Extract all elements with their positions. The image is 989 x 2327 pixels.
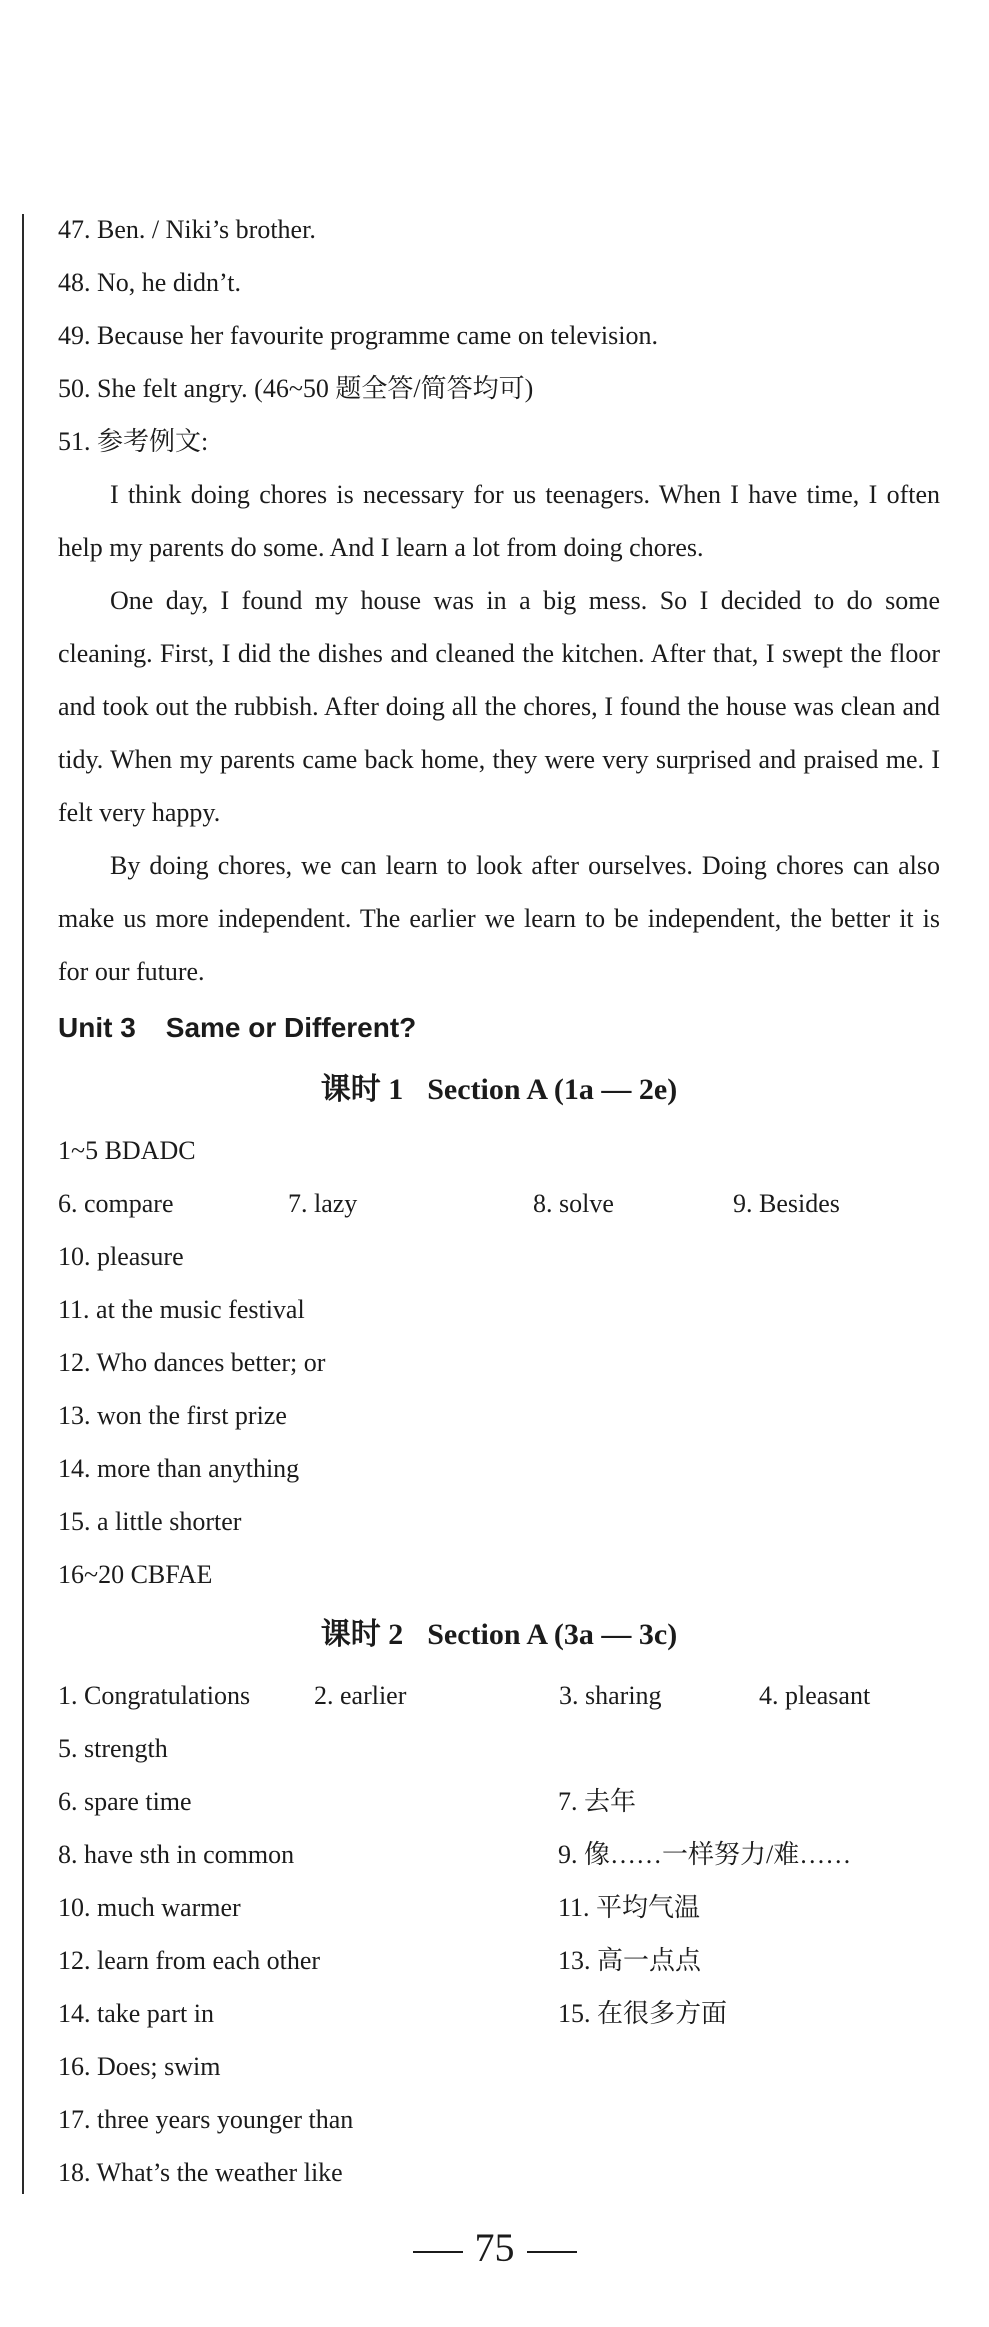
lesson-2-pair-row [58, 1934, 940, 1987]
answer-item: 15. a little shorter [58, 1507, 242, 1536]
lesson-2-pair-row [58, 1881, 940, 1934]
answer-item: 11. at the music festival [58, 1295, 305, 1324]
lesson-2-heading [58, 1601, 940, 1669]
answer-content [58, 203, 940, 2199]
answer-item: 8. have sth in common [58, 1840, 295, 1869]
answer-47: 47. Ben. / Niki’s brother. [58, 215, 316, 244]
answer-item: 1. Congratulations [58, 1681, 251, 1710]
answer-item: 17. three years younger than [58, 2105, 354, 2134]
lesson-1-label: 课时 1 [320, 1073, 404, 1106]
answer-item: 4. pleasant [759, 1681, 871, 1710]
page-number-dash [413, 2251, 463, 2253]
page-number [0, 2218, 989, 2278]
answer-48: 48. No, he didn’t. [58, 268, 241, 297]
unit-title-text: Same or Different? [165, 1012, 417, 1043]
lesson-2-pair-row [58, 1775, 940, 1828]
answer-item: 3. sharing [559, 1681, 662, 1710]
lesson-2-pair-row [58, 1987, 940, 2040]
lesson-1-row-6-9 [58, 1177, 940, 1230]
lesson-1-answer-1-5: 1~5 BDADC [58, 1136, 196, 1165]
answer-item: 12. learn from each other [58, 1946, 321, 1975]
answer-item: 5. strength [58, 1734, 168, 1763]
answer-50: 50. She felt angry. (46~50 题全答/简答均可) [58, 374, 534, 403]
unit-heading [58, 1000, 940, 1056]
lesson-1-heading [58, 1056, 940, 1124]
answer-item: 12. Who dances better; or [58, 1348, 326, 1377]
lesson-1-section: Section A (1a — 2e) [427, 1073, 678, 1106]
lesson-2-row-1-4 [58, 1669, 940, 1722]
answer-item: 6. spare time [58, 1787, 192, 1816]
answer-item: 6. compare [58, 1189, 174, 1218]
answer-item: 9. 像……一样努力/难…… [558, 1840, 852, 1869]
answer-item: 10. much warmer [58, 1893, 241, 1922]
answer-item: 2. earlier [314, 1681, 407, 1710]
answer-item: 16. Does; swim [58, 2052, 221, 2081]
page-number-text: 75 [474, 2225, 515, 2270]
answer-item: 9. Besides [733, 1189, 840, 1218]
essay-paragraph-3: By doing chores, we can learn to look after ourselves. Doing chores can also make us more independent. The earlier we learn to be independent, the better it is for our future. [58, 851, 940, 986]
answer-item: 15. 在很多方面 [558, 1999, 728, 2028]
answer-item: 14. take part in [58, 1999, 214, 2028]
answer-item: 14. more than anything [58, 1454, 300, 1483]
left-margin-rule [22, 214, 24, 2194]
essay-paragraph-2: One day, I found my house was in a big mess. So I decided to do some cleaning. First, I did the dishes and cleaned the kitchen. After that, I swept the floor and took out the rubbish. After doing all the chores, I found the house was clean and tidy. When my parents came back home, they were very surprised and praised me. I felt very happy. [58, 586, 940, 827]
answer-item: 7. lazy [288, 1189, 358, 1218]
answer-51: 51. 参考例文: [58, 427, 209, 456]
answer-item: 18. What’s the weather like [58, 2158, 343, 2187]
answer-item: 13. won the first prize [58, 1401, 287, 1430]
lesson-2-label: 课时 2 [320, 1618, 404, 1651]
answer-item: 7. 去年 [558, 1787, 637, 1816]
essay-paragraph-1: I think doing chores is necessary for us teenagers. When I have time, I often help my parents do some. And I learn a lot from doing chores. [58, 480, 940, 562]
answer-item: 10. pleasure [58, 1242, 184, 1271]
lesson-2-pair-row [58, 1828, 940, 1881]
answer-49: 49. Because her favourite programme came on television. [58, 321, 658, 350]
answer-item: 8. solve [533, 1189, 614, 1218]
lesson-2-section: Section A (3a — 3c) [427, 1618, 678, 1651]
answer-item: 11. 平均气温 [558, 1893, 701, 1922]
page-number-dash [527, 2251, 577, 2253]
answer-item: 16~20 CBFAE [58, 1560, 213, 1589]
unit-label: Unit 3 [58, 1012, 136, 1043]
answer-item: 13. 高一点点 [558, 1946, 702, 1975]
